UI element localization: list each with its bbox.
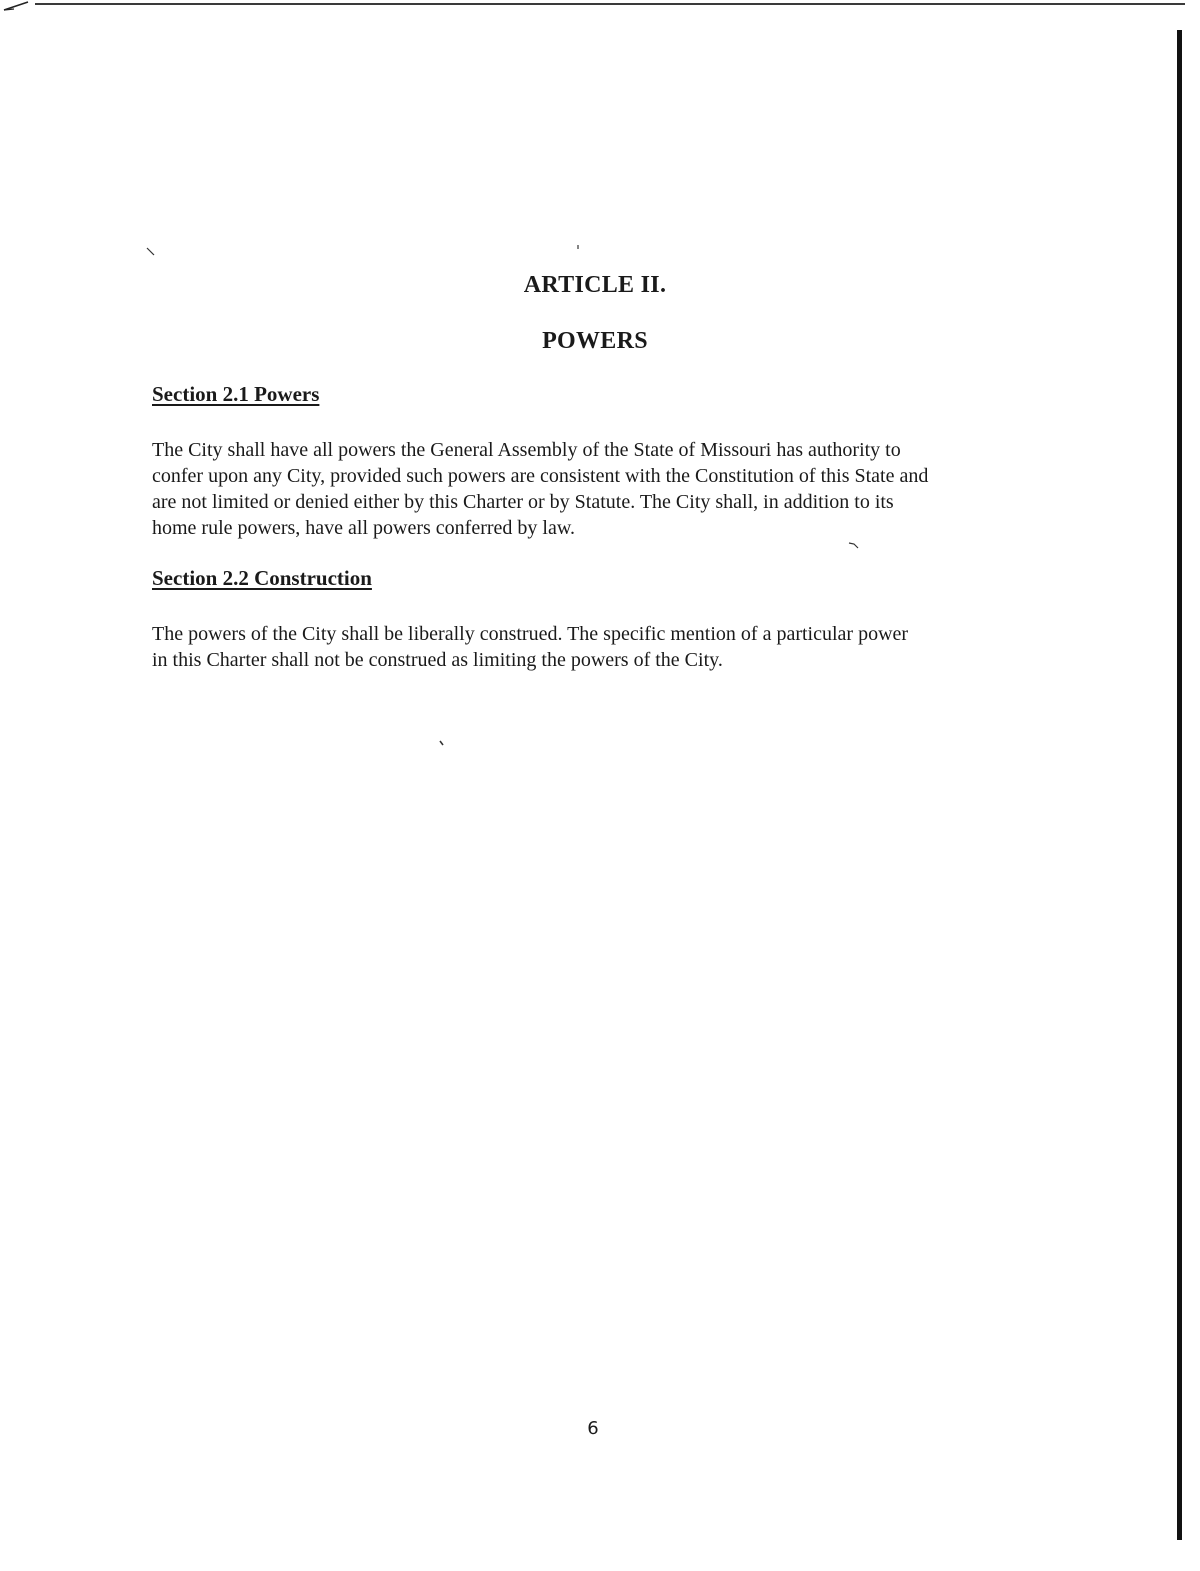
scan-speck [848,541,860,553]
paragraph-line: are not limited or denied either by this Charter or by Statute. The City shall, in addition to its [152,491,894,513]
paragraph-line: confer upon any City, provided such powers are consistent with the Constitution of this State and [152,465,929,487]
paragraph-line: The powers of the City shall be liberally construed. The specific mention of a particular power [152,623,909,645]
section-body-paragraph [152,437,1052,541]
section-body-paragraph [152,621,1052,673]
page-number: 6 [587,1418,599,1439]
subject-heading: POWERS [542,328,648,354]
scan-top-border-line [35,3,1185,5]
scan-corner-mark [2,0,32,12]
scan-speck [438,739,450,751]
paragraph-line: The City shall have all powers the General Assembly of the State of Missouri has authority to [152,439,901,461]
section-title: Section 2.1 Powers [152,382,320,406]
scan-right-edge-line [1177,30,1182,1540]
article-heading: ARTICLE II. [523,272,667,298]
paragraph-line: home rule powers, have all powers conferred by law. [152,517,575,539]
scan-speck [145,246,157,258]
paragraph-line: in this Charter shall not be construed as limiting the powers of the City. [152,649,723,671]
section-title: Section 2.2 Construction [152,566,372,590]
scan-speck [573,243,585,255]
